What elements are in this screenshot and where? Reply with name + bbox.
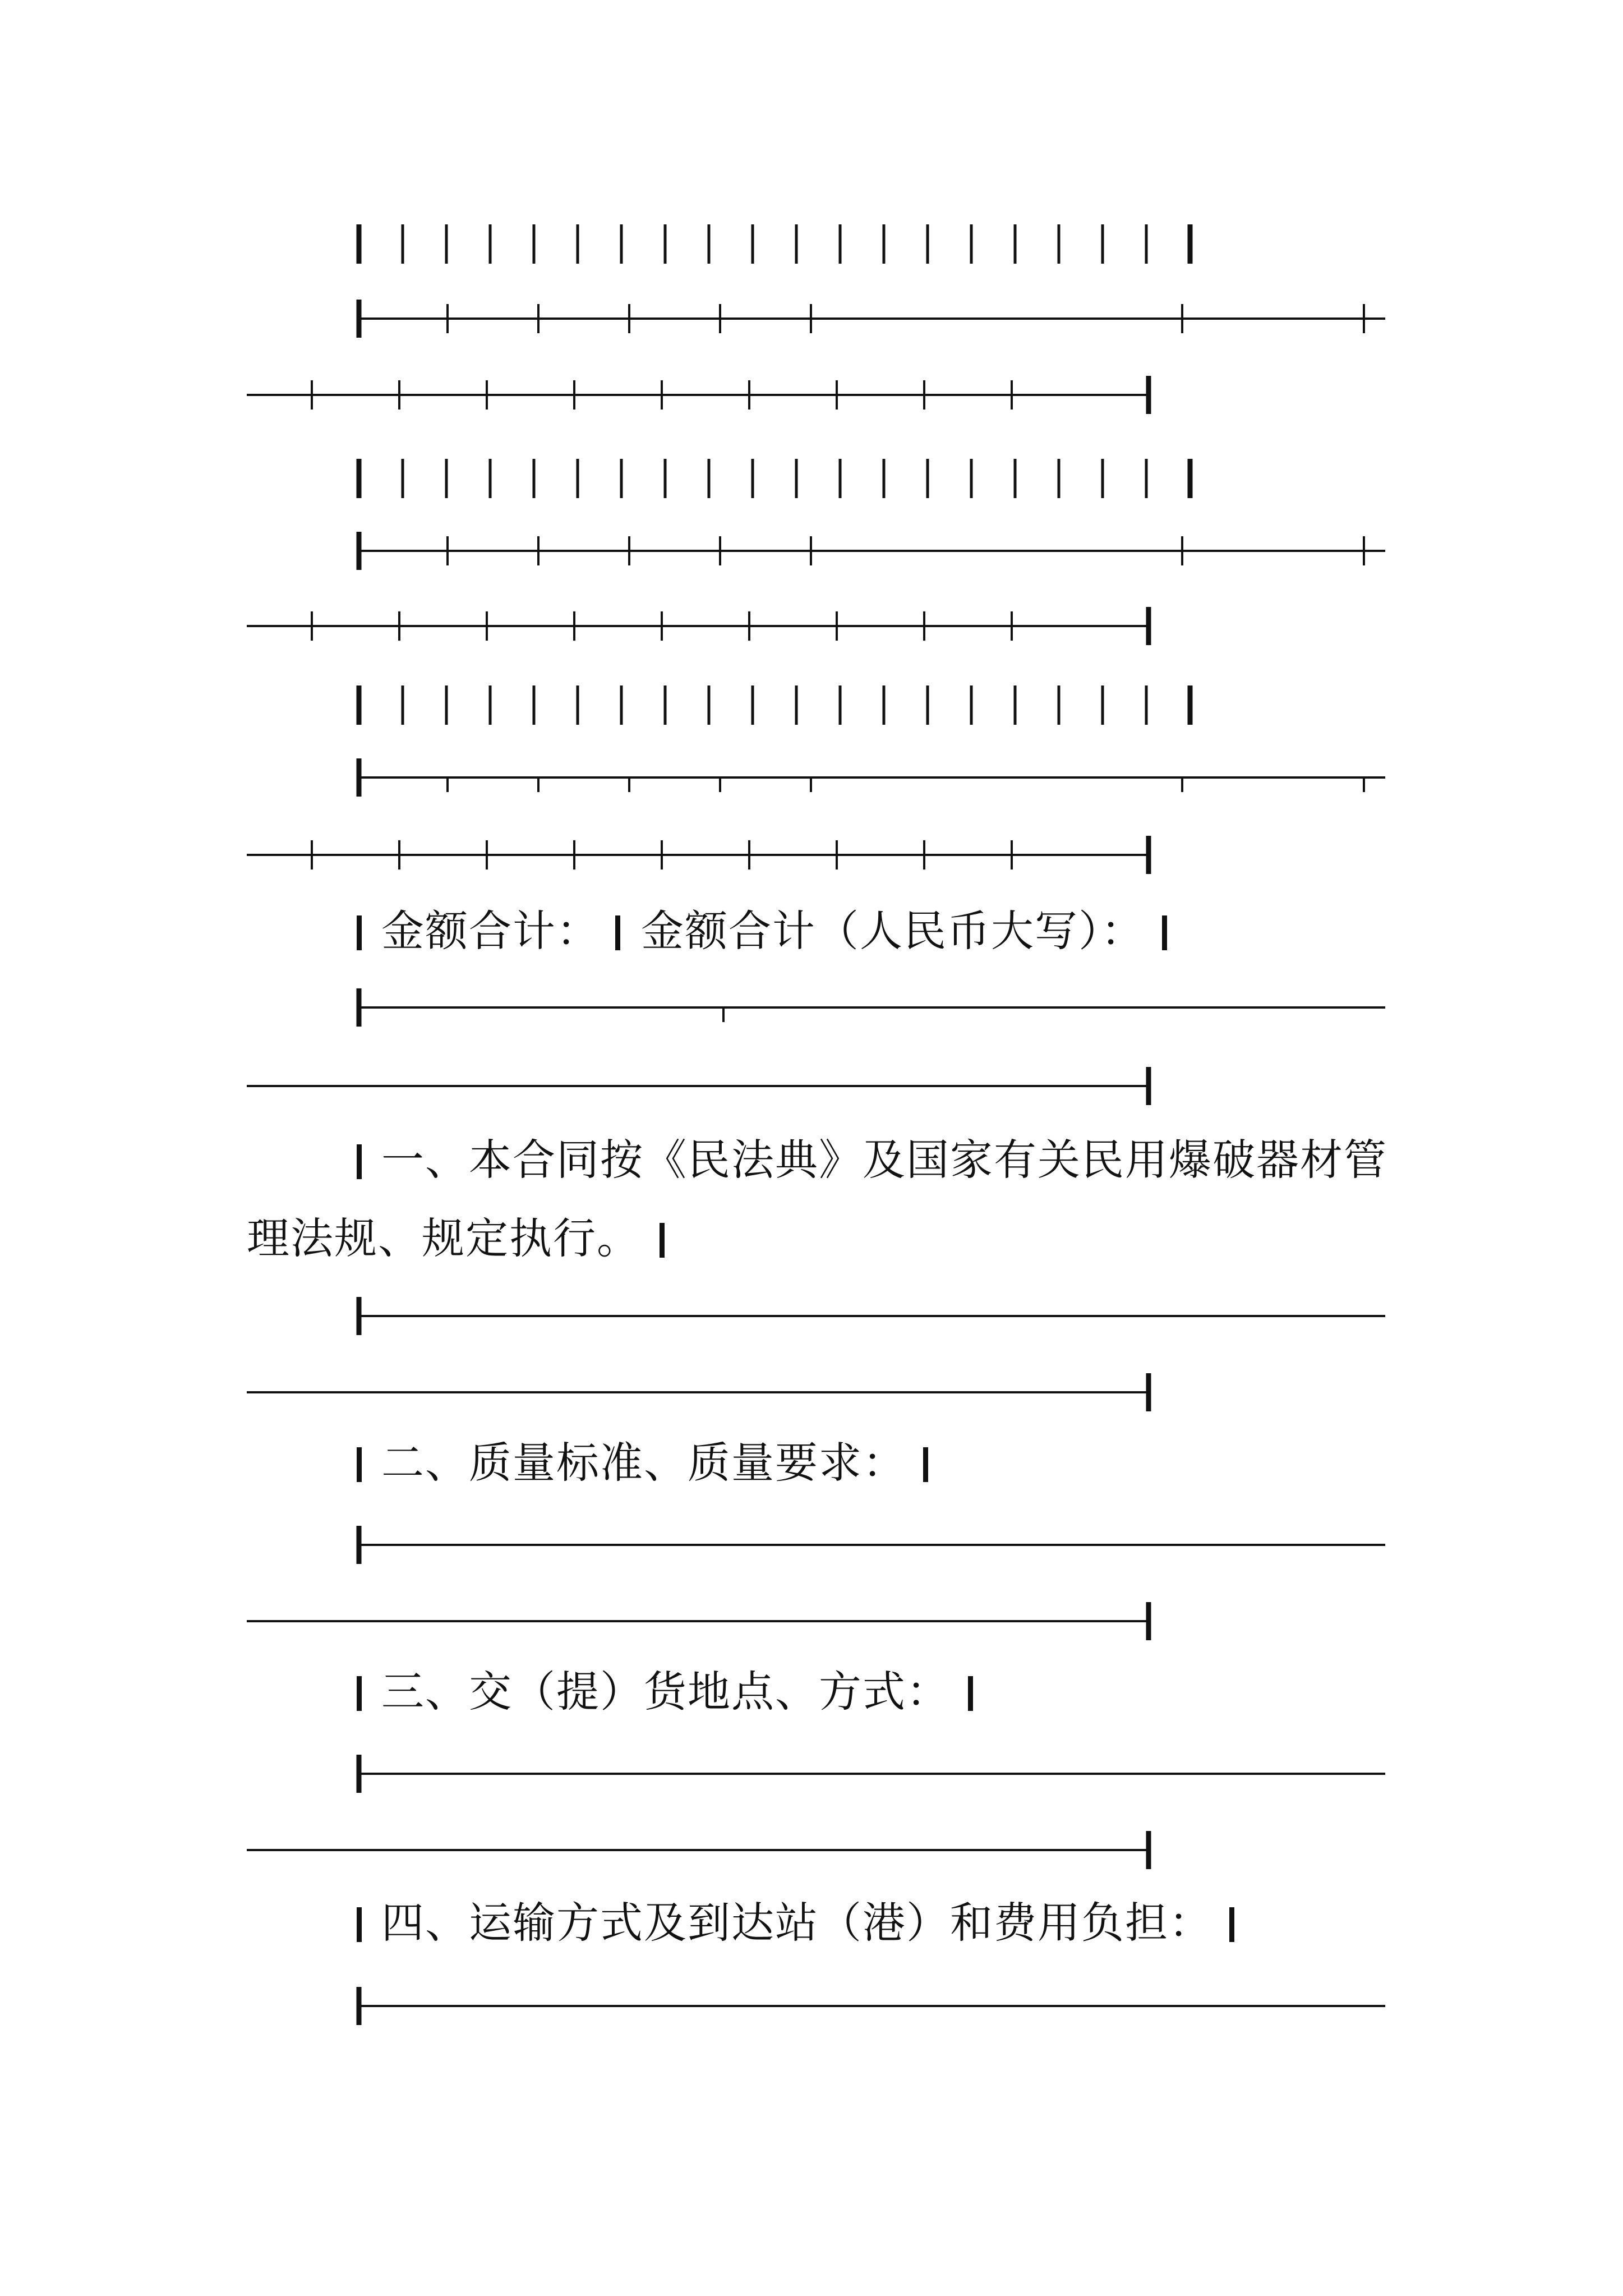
clause4-left-bar	[357, 1907, 362, 1942]
clause4-text: 四、运输方式及到达站（港）和费用负担：	[381, 1898, 1212, 1948]
clause4-right-bar	[1229, 1907, 1234, 1942]
amount-row-right-bar	[1162, 915, 1167, 950]
clause1-right-bar	[660, 1223, 665, 1258]
clause1-left-bar	[357, 1144, 362, 1179]
clause2-text: 二、质量标准、质量要求：	[381, 1438, 906, 1488]
clause2-left-bar	[357, 1447, 362, 1482]
clause3-text: 三、交（提）货地点、方式：	[381, 1667, 950, 1717]
amount-total-upper-label: 金额合计（人民币大写）：	[641, 906, 1145, 956]
vertical-bar-rows	[359, 224, 1190, 725]
amount-row-mid-bar	[615, 915, 620, 950]
amount-row-left-bar	[357, 915, 362, 950]
clause2-right-bar	[923, 1447, 928, 1482]
clause1-line1: 一、本合同按《民法典》及国家有关民用爆破器材管	[381, 1135, 1387, 1185]
amount-total-label: 金额合计：	[381, 906, 600, 956]
clause1-line2: 理法规、规定执行。	[247, 1213, 640, 1263]
clause3-left-bar	[357, 1676, 362, 1711]
clause3-right-bar	[968, 1676, 973, 1711]
